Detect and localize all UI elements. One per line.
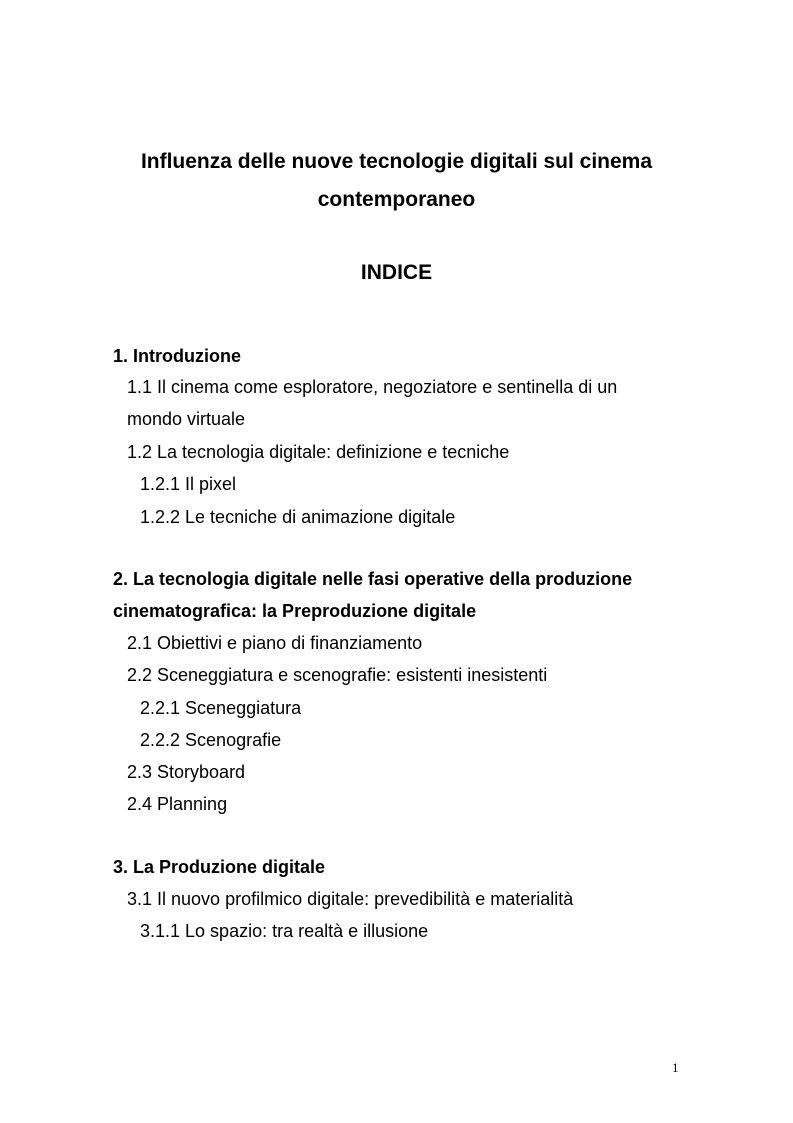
toc-entry: 1.1 Il cinema come esploratore, negoziatore e sentinella di un	[127, 377, 618, 397]
toc-heading: 1. Introduzione	[113, 346, 241, 366]
toc-entry: 2.1 Obiettivi e piano di finanziamento	[127, 633, 423, 653]
toc-heading-line-2: cinematografica: la Preproduzione digitale	[113, 601, 477, 621]
toc-entry: 2.4 Planning	[127, 794, 228, 814]
toc-entry: 2.3 Storyboard	[127, 762, 246, 782]
toc-entry: 3.1.1 Lo spazio: tra realtà e illusione	[140, 921, 429, 941]
toc-heading-line-1: 2. La tecnologia digitale nelle fasi operative della produzione	[113, 569, 633, 589]
toc-entry: 1.2.2 Le tecniche di animazione digitale	[140, 507, 456, 527]
toc-entry: 3.1 Il nuovo profilmico digitale: prevedibilità e materialità	[127, 889, 574, 909]
toc-heading: 3. La Produzione digitale	[113, 857, 326, 877]
toc-entry: 2.2.1 Sceneggiatura	[140, 698, 302, 718]
toc-entry: 1.2.1 Il pixel	[140, 474, 237, 494]
document-title-line-2: contemporaneo	[317, 188, 476, 211]
document-title-line-1: Influenza delle nuove tecnologie digitali sul cinema	[140, 150, 653, 173]
toc-entry: 2.2 Sceneggiatura e scenografie: esistenti inesistenti	[127, 665, 548, 685]
page-number: 1	[672, 1060, 679, 1075]
toc-entry: mondo virtuale	[127, 409, 246, 429]
toc-entry: 2.2.2 Scenografie	[140, 730, 282, 750]
index-heading: INDICE	[360, 261, 433, 284]
toc-entry: 1.2 La tecnologia digitale: definizione e tecniche	[127, 442, 510, 462]
